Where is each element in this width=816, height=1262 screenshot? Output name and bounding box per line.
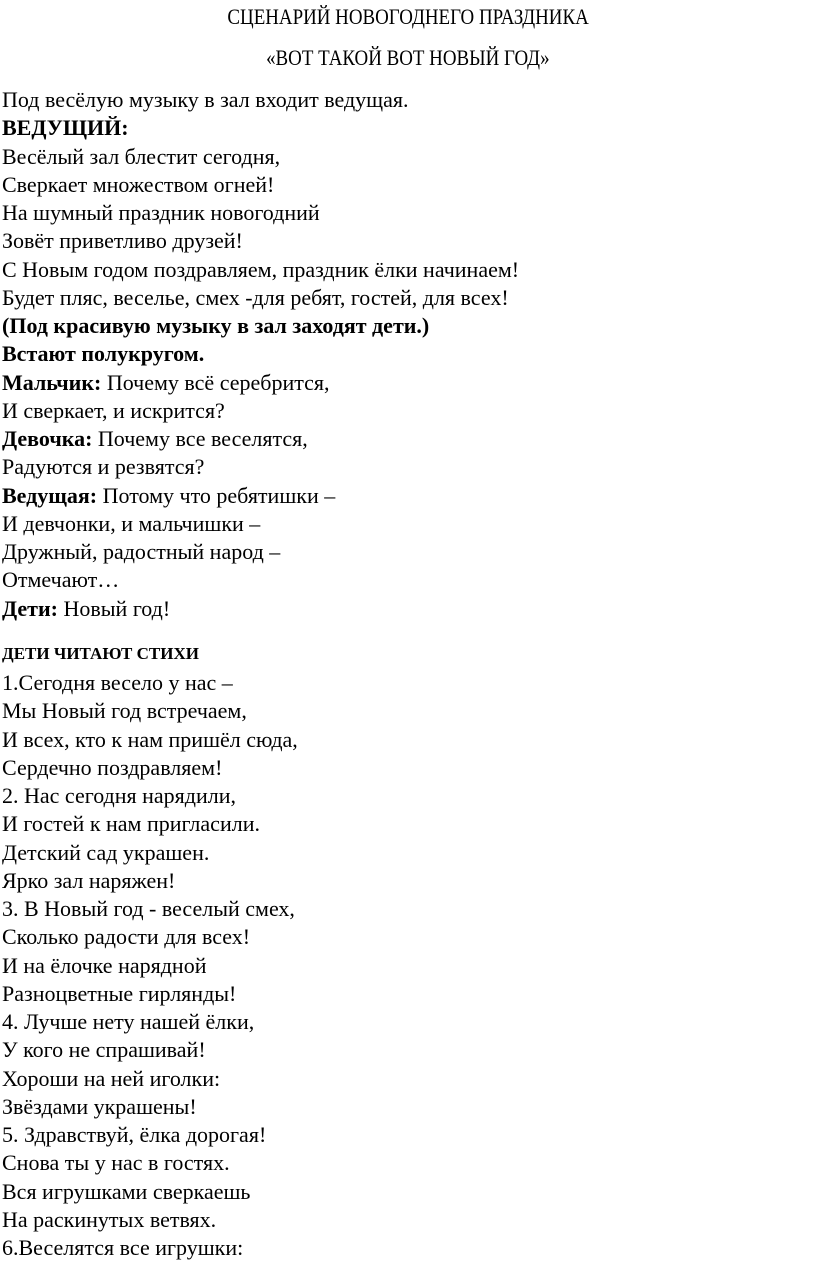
line-text: 1.Сегодня весело у нас – [2,670,233,695]
line-text: И девчонки, и мальчишки – [2,510,261,536]
line-text: Почему всё серебрится, [101,369,330,395]
line-text: На раскинутых ветвях. [2,1206,217,1232]
text-line [2,595,519,623]
text-line [2,369,519,397]
text-line [2,340,519,368]
section-heading: ДЕТИ ЧИТАЮТ СТИХИ [2,644,199,663]
text-line [2,1149,298,1177]
line-text: Звёздами украшены! [2,1093,197,1119]
text-line [2,227,519,255]
line-text: Ярко зал наряжен! [2,867,176,893]
text-line [2,114,519,142]
line-text: Сверкает множеством огней! [2,171,275,197]
text-line [2,782,298,810]
line-text: И на ёлочке нарядной [2,952,207,978]
text-line [2,1206,298,1234]
line-text: И сверкает, и искрится? [2,397,225,423]
subtitle-text: «ВОТ ТАКОЙ ВОТ НОВЫЙ ГОД» [266,45,550,70]
line-text: И гостей к нам пригласили. [2,811,260,837]
speaker-label: Встают полукругом. [2,341,205,367]
speaker-label: Дети: [2,595,58,621]
line-text: Сердечно поздравляем! [2,754,223,780]
title-text: СЦЕНАРИЙ НОВОГОДНЕГО ПРАЗДНИКА [227,4,589,29]
text-line [2,199,519,227]
line-text: 6.Веселятся все игрушки: [2,1235,244,1260]
text-line [2,697,298,725]
text-line [2,923,298,951]
line-text: Весёлый зал блестит сегодня, [2,143,281,169]
line-text: Будет пляс, веселье, смех -для ребят, гостей, для всех! [2,284,509,310]
text-line [2,171,519,199]
text-line [2,754,298,782]
speaker-label: ВЕДУЩИЙ: [2,115,129,141]
document-title [0,4,816,30]
line-text: Сколько радости для всех! [2,924,251,950]
line-text: Мы Новый год встречаем, [2,698,247,724]
speaker-label: Девочка: [2,426,93,451]
scene-intro [2,86,519,623]
text-line [2,256,519,284]
text-line [2,726,298,754]
speaker-label: Ведущая: [2,482,98,508]
line-text: Хороши на ней иголки: [2,1065,221,1091]
line-text: 4. Лучше нету нашей ёлки, [2,1009,255,1034]
line-text: Под весёлую музыку в зал входит ведущая. [2,87,409,112]
text-line [2,312,519,340]
text-line [2,1065,298,1093]
text-line [2,538,519,566]
line-text: Снова ты у нас в гостях. [2,1150,230,1176]
line-text: Вся игрушками сверкаешь [2,1178,251,1204]
line-text: Детский сад украшен. [2,839,210,865]
text-line [2,1008,298,1036]
text-line [2,284,519,312]
text-line [2,143,519,171]
text-line [2,867,298,895]
text-line [2,482,519,510]
speaker-label: (Под красивую музыку в зал заходят дети.) [2,313,430,338]
line-text: Разноцветные гирлянды! [2,980,237,1006]
text-line [2,1093,298,1121]
text-line [2,810,298,838]
line-text: На шумный праздник новогодний [2,200,320,225]
text-line [2,669,298,697]
line-text: Дружный, радостный народ – [2,539,281,564]
line-text: Новый год! [57,595,171,621]
line-text: И всех, кто к нам пришёл сюда, [2,726,298,752]
text-line [2,1121,298,1149]
text-line [2,895,298,923]
line-text: У кого не спрашивай! [2,1037,206,1063]
line-text: Почему все веселятся, [92,426,308,451]
speaker-label: Мальчик: [2,369,102,395]
line-text: 2. Нас сегодня нарядили, [2,783,237,808]
line-text: 3. В Новый год - веселый смех, [2,896,295,921]
text-line [2,952,298,980]
text-line [2,839,298,867]
text-line [2,980,298,1008]
text-line [2,425,519,453]
text-line [2,397,519,425]
line-text: Радуются и резвятся? [2,454,205,480]
text-line [2,510,519,538]
text-line [2,453,519,481]
line-text: Потому что ребятишки – [97,482,336,508]
line-text: Зовёт приветливо друзей! [2,228,243,254]
line-text: 5. Здравствуй, ёлка дорогая! [2,1122,267,1147]
line-text: С Новым годом поздравляем, праздник ёлки начинаем! [2,256,520,282]
text-line [2,1036,298,1064]
text-line [2,86,519,114]
line-text: Отмечают… [2,567,120,593]
text-line [2,1178,298,1206]
document-subtitle [0,45,816,71]
text-line [2,566,519,594]
children-poems [2,669,298,1262]
